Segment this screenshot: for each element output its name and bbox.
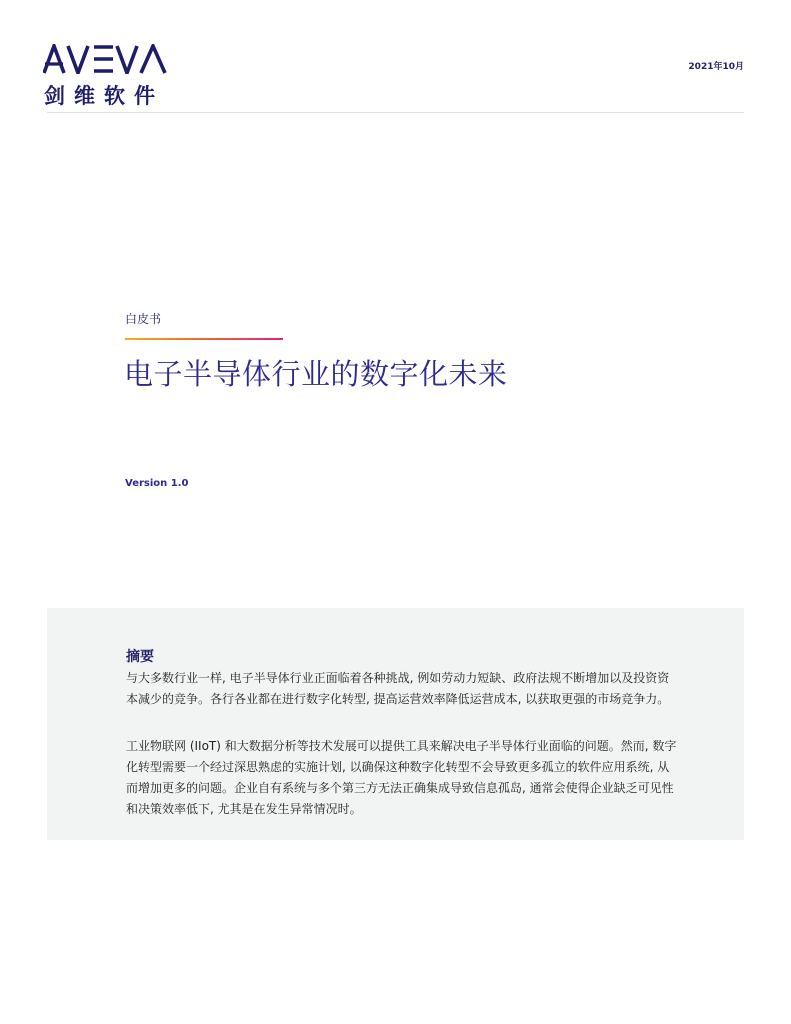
version-label: Version 1.0 xyxy=(125,478,189,489)
summary-box xyxy=(47,608,744,840)
aveva-logo xyxy=(43,44,169,74)
summary-paragraph: 工业物联网 (IIoT) 和大数据分析等技术发展可以提供工具来解决电子半导体行业面临的问题。然而, 数字化转型需要一个经过深思熟虑的实施计划, 以确保这种数字化转型不会导致更多孤立的软件应用系统, 从而增加更多的问题。企业自有系统与多个第三方无法正确集成导致信息孤岛, 通常会使得企业缺乏可见性和决策效率低下, 尤其是在发生异常情况时。 xyxy=(126,739,677,816)
publication-date: 2021年10月 xyxy=(688,62,744,72)
logo-chinese-name: 剑维软件 xyxy=(44,84,164,108)
summary-paragraph: 与大多数行业一样, 电子半导体行业正面临着各种挑战, 例如劳动力短缺、政府法规不断增加以及投资资本减少的竞争。各行各业都在进行数字化转型, 提高运营效率降低运营成本, 以获取更强的市场竞争力。 xyxy=(126,671,670,706)
header-divider xyxy=(47,112,744,113)
summary-heading: 摘要 xyxy=(126,649,154,665)
document-type-label: 白皮书 xyxy=(125,312,162,326)
accent-gradient-line xyxy=(125,338,283,340)
page-title: 电子半导体行业的数字化未来 xyxy=(124,357,508,391)
